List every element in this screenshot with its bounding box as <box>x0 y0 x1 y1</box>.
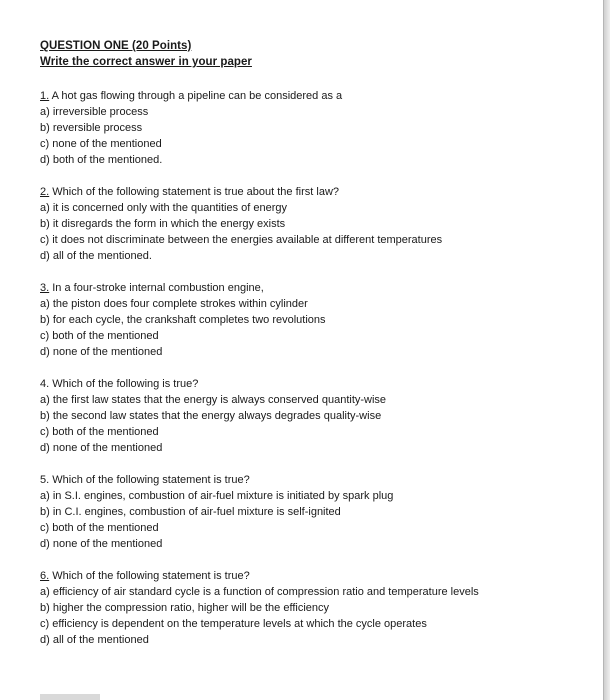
option-a: a) efficiency of air standard cycle is a function of compression ratio and temperature levels <box>40 586 479 598</box>
option-b: b) it disregards the form in which the energy exists <box>40 218 286 230</box>
option-a: a) the piston does four complete strokes within cylinder <box>40 298 308 310</box>
question-6 <box>40 568 595 648</box>
option-d: d) all of the mentioned <box>40 634 149 646</box>
question-5 <box>40 472 595 552</box>
question-stem <box>40 184 595 200</box>
option-c: c) both of the mentioned <box>40 426 159 438</box>
question-text: A hot gas flowing through a pipeline can be considered as a <box>51 90 343 102</box>
question-number: 6. <box>40 570 50 582</box>
question-number: 1. <box>40 90 50 102</box>
option-a: a) the first law states that the energy is always conserved quantity-wise <box>40 394 387 406</box>
question-stem <box>40 568 595 584</box>
question-text: In a four-stroke internal combustion engine, <box>52 282 264 294</box>
question-3 <box>40 280 595 360</box>
question-2 <box>40 184 595 264</box>
option-d: d) all of the mentioned. <box>40 250 152 262</box>
question-text: Which of the following is true? <box>52 378 199 390</box>
option-b: b) in C.I. engines, combustion of air-fuel mixture is self-ignited <box>40 506 341 518</box>
question-text: Which of the following statement is true? <box>52 570 250 582</box>
section-instruction: Write the correct answer in your paper <box>40 56 252 68</box>
cut-off-text-fragment <box>40 694 100 700</box>
option-d: d) none of the mentioned <box>40 538 163 550</box>
option-c: c) efficiency is dependent on the temperature levels at which the cycle operates <box>40 618 427 630</box>
option-b: b) for each cycle, the crankshaft completes two revolutions <box>40 314 326 326</box>
option-c: c) both of the mentioned <box>40 522 159 534</box>
question-number: 2. <box>40 186 50 198</box>
option-c: c) it does not discriminate between the energies available at different temperatures <box>40 234 443 246</box>
question-text: Which of the following statement is true about the first law? <box>52 186 340 198</box>
question-1 <box>40 88 595 168</box>
option-c: c) both of the mentioned <box>40 330 159 342</box>
question-4 <box>40 376 595 456</box>
question-header <box>40 38 252 70</box>
question-number: 4. <box>40 378 50 390</box>
question-stem <box>40 280 595 296</box>
question-stem <box>40 472 595 488</box>
option-a: a) in S.I. engines, combustion of air-fuel mixture is initiated by spark plug <box>40 490 394 502</box>
question-list <box>40 88 595 664</box>
option-d: d) none of the mentioned <box>40 346 163 358</box>
option-d: d) none of the mentioned <box>40 442 163 454</box>
question-stem <box>40 88 595 104</box>
option-b: b) higher the compression ratio, higher will be the efficiency <box>40 602 330 614</box>
question-text: Which of the following statement is true? <box>52 474 250 486</box>
question-number: 3. <box>40 282 50 294</box>
question-number: 5. <box>40 474 50 486</box>
question-stem <box>40 376 595 392</box>
option-b: b) reversible process <box>40 122 143 134</box>
option-a: a) irreversible process <box>40 106 149 118</box>
option-c: c) none of the mentioned <box>40 138 162 150</box>
option-d: d) both of the mentioned. <box>40 154 163 166</box>
section-title: QUESTION ONE (20 Points) <box>40 40 192 52</box>
option-b: b) the second law states that the energy always degrades quality-wise <box>40 410 382 422</box>
option-a: a) it is concerned only with the quantities of energy <box>40 202 288 214</box>
page-edge-shadow <box>604 0 610 700</box>
